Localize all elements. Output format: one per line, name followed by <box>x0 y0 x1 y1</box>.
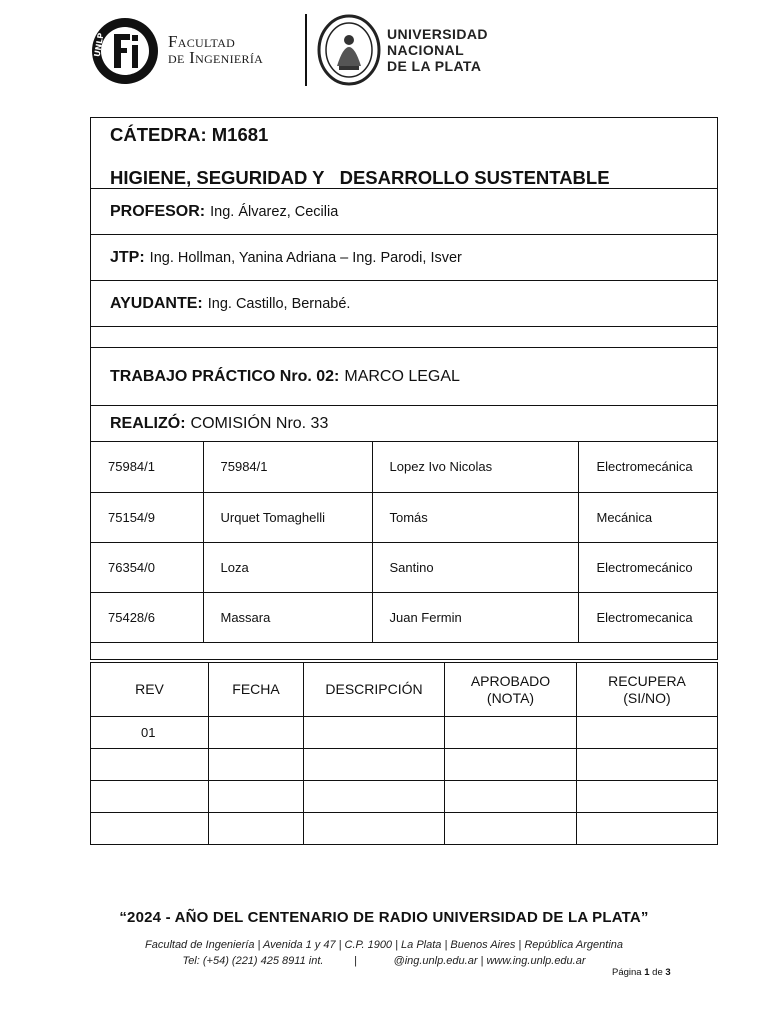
letterhead <box>90 12 490 90</box>
university-name <box>387 26 488 74</box>
catedra-row <box>91 118 717 189</box>
students-row <box>91 442 717 659</box>
rev-cell <box>91 749 209 781</box>
student-legajo: 75428/6 <box>91 592 203 642</box>
descripcion-cell <box>304 781 445 813</box>
aprobado-cell <box>445 813 577 845</box>
descripcion-cell <box>304 717 445 749</box>
profesor-row <box>91 189 717 235</box>
faculty-logo-icon <box>90 16 160 86</box>
ayudante-row <box>91 281 717 327</box>
revision-header-row <box>91 663 718 717</box>
table-row <box>91 492 717 542</box>
table-row <box>91 781 718 813</box>
header-recupera: RECUPERA (SI/NO) <box>577 663 718 717</box>
recupera-cell <box>577 749 718 781</box>
blank-row <box>91 327 717 348</box>
revision-table <box>90 662 718 845</box>
footer-address: Facultad de Ingeniería | Avenida 1 y 47 | C.P. 1900 | La Plata | Buenos Aires | República Argentina <box>144 939 624 951</box>
header-descripcion: DESCRIPCIÓN <box>304 663 445 717</box>
page-of: de <box>652 967 663 978</box>
rev-cell: 01 <box>91 717 209 749</box>
ayudante-label: AYUDANTE: <box>110 294 203 312</box>
student-nombre: Santino <box>372 542 578 592</box>
footer-motto: “2024 - AÑO DEL CENTENARIO DE RADIO UNIVERSIDAD DE LA PLATA” <box>119 909 649 926</box>
recupera-cell <box>577 717 718 749</box>
student-carrera: Electromecanica <box>578 592 717 642</box>
page-current: 1 <box>644 967 650 978</box>
recupera-cell <box>577 813 718 845</box>
aprobado-cell <box>445 749 577 781</box>
realizo-label: REALIZÓ: <box>110 414 186 432</box>
footer-address-block <box>0 937 768 969</box>
student-legajo: 75984/1 <box>91 442 203 492</box>
header-aprobado: APROBADO (NOTA) <box>445 663 577 717</box>
fecha-cell <box>209 781 304 813</box>
header-rev: REV <box>91 663 209 717</box>
jtp-label: JTP: <box>110 248 145 266</box>
trabajo-practico-row <box>91 348 717 406</box>
fecha-cell <box>209 813 304 845</box>
page-number <box>612 967 671 978</box>
tp-value: MARCO LEGAL <box>344 367 460 385</box>
student-nombre: Tomás <box>372 492 578 542</box>
page-label: Página <box>612 967 642 978</box>
student-nombre: Juan Fermin <box>372 592 578 642</box>
rev-cell <box>91 813 209 845</box>
student-apellido: Loza <box>203 542 372 592</box>
students-table <box>91 442 717 643</box>
realizo-value: COMISIÓN Nro. 33 <box>190 414 329 432</box>
logo-ring-text: UNLP <box>92 32 106 58</box>
table-row <box>91 813 718 845</box>
student-apellido: 75984/1 <box>203 442 372 492</box>
faculty-name-line2: de Ingeniería <box>168 48 264 67</box>
fecha-cell <box>209 717 304 749</box>
footer-contact: Tel: (+54) (221) 425 8911 int. | @ing.unlp.edu.ar | www.ing.unlp.edu.ar <box>182 955 586 967</box>
table-row <box>91 717 718 749</box>
faculty-name-line1: Facultad <box>168 32 236 51</box>
descripcion-cell <box>304 749 445 781</box>
university-name-line1: UNIVERSIDAD <box>387 26 488 42</box>
profesor-label: PROFESOR: <box>110 202 206 220</box>
realizo-row <box>91 406 717 442</box>
table-row <box>91 749 718 781</box>
aprobado-cell <box>445 717 577 749</box>
university-name-line3: DE LA PLATA <box>387 58 482 74</box>
profesor-value: Ing. Álvarez, Cecilia <box>210 203 339 220</box>
recupera-cell <box>577 781 718 813</box>
student-nombre: Lopez Ivo Nicolas <box>372 442 578 492</box>
fecha-cell <box>209 749 304 781</box>
table-row <box>91 542 717 592</box>
blank-row <box>91 643 717 659</box>
student-apellido: Massara <box>203 592 372 642</box>
tp-label: TRABAJO PRÁCTICO Nro. 02: <box>110 367 340 385</box>
jtp-value: Ing. Hollman, Yanina Adriana – Ing. Parodi, Isver <box>149 249 462 266</box>
ayudante-value: Ing. Castillo, Bernabé. <box>207 295 351 312</box>
faculty-name <box>168 34 263 66</box>
header-fecha: FECHA <box>209 663 304 717</box>
subject-title: HIGIENE, SEGURIDAD Y DESARROLLO SUSTENTABLE <box>110 167 610 188</box>
student-legajo: 75154/9 <box>91 492 203 542</box>
table-row <box>91 592 717 642</box>
student-apellido: Urquet Tomaghelli <box>203 492 372 542</box>
jtp-row <box>91 235 717 281</box>
course-info-box <box>90 117 718 660</box>
student-carrera: Electromecánico <box>578 542 717 592</box>
table-row <box>91 442 717 492</box>
rev-cell <box>91 781 209 813</box>
university-seal-icon <box>317 14 381 86</box>
student-carrera: Mecánica <box>578 492 717 542</box>
university-name-line2: NACIONAL <box>387 42 465 58</box>
student-carrera: Electromecánica <box>578 442 717 492</box>
student-legajo: 76354/0 <box>91 542 203 592</box>
aprobado-cell <box>445 781 577 813</box>
catedra-code: CÁTEDRA: M1681 <box>110 124 269 145</box>
header-divider <box>305 14 307 86</box>
page-total: 3 <box>665 967 671 978</box>
descripcion-cell <box>304 813 445 845</box>
